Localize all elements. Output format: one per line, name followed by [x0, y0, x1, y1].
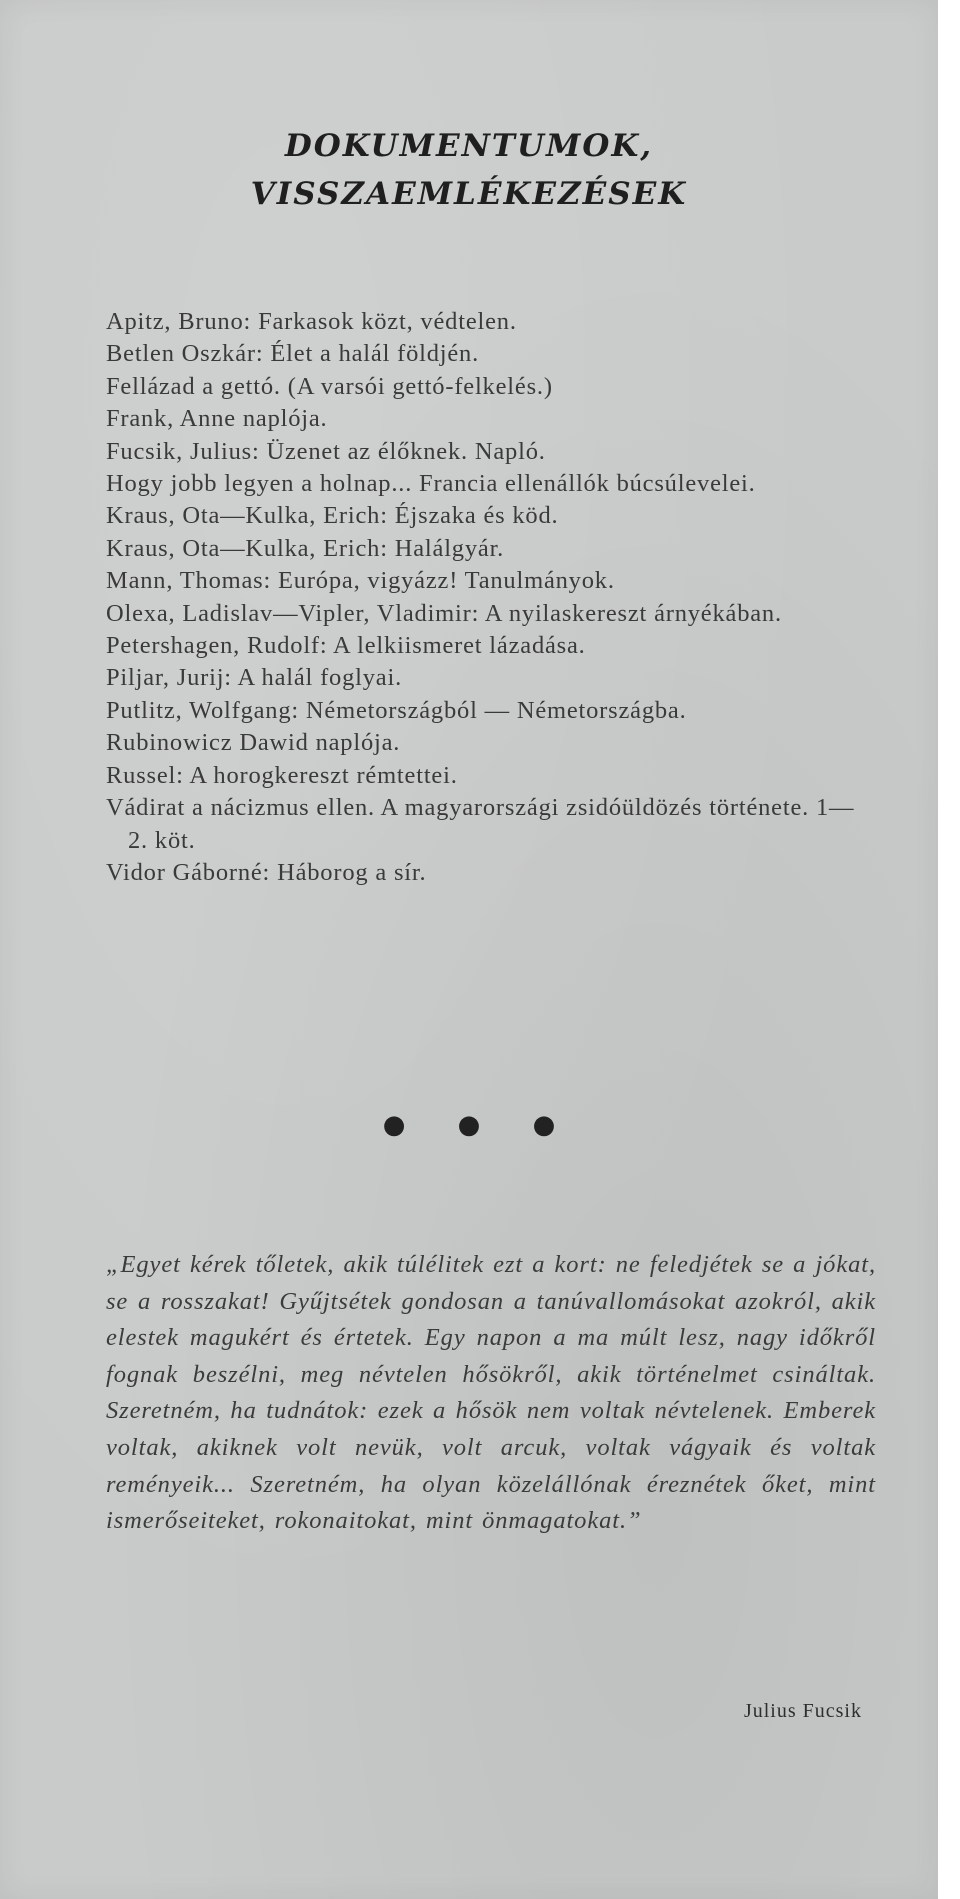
separator-dot-icon: ● [457, 1110, 481, 1140]
book-entry: Rubinowicz Dawid naplója. [106, 729, 401, 757]
quote-text: „Egyet kérek tőletek, akik túlélitek ezt a kort: ne feledjétek se a jókat, se a rosszakat! Gyűjtsétek gondosan a tanúvallomásokat azokról, akik elestek magukért és értetek. Egy napon a ma múlt lesz, nagy időkről fognak beszélni, meg névtelen hősökről, akik történelmet csináltak. Szeretném, ha tudnátok: ezek a hősök nem voltak névtelenek. Emberek voltak, akiknek volt nevük, volt arcuk, voltak vágyaik és voltak reményeik... Szeretném, ha olyan közelállónak éreznétek őket, mint ismerőseiteket, rokonaitokat, mint önmagatokat.” [106, 1251, 876, 1535]
book-entry: Putlitz, Wolfgang: Németországból — Németországba. [106, 696, 687, 724]
book-entry: Kraus, Ota—Kulka, Erich: Éjszaka és köd. [106, 502, 559, 530]
book-entry: Mann, Thomas: Európa, vigyázz! Tanulmányok. [106, 567, 615, 595]
book-entry: Fellázad a gettó. (A varsói gettó-felkelés.) [106, 372, 553, 400]
book-entry: Apitz, Bruno: Farkasok közt, védtelen. [106, 308, 517, 335]
book-entry: Vidor Gáborné: Háborog a sír. [106, 858, 427, 886]
book-entry: Russel: A horogkereszt rémtettei. [106, 761, 458, 789]
book-entry: Olexa, Ladislav—Vipler, Vladimir: A nyilaskereszt árnyékában. [106, 599, 782, 627]
book-list [106, 306, 866, 889]
section-title-line-1: DOKUMENTUMOK, [284, 128, 654, 164]
book-entry: Hogy jobb legyen a holnap... Francia ellenállók búcsúlevelei. [106, 470, 756, 498]
book-entry: Fucsik, Julius: Üzenet az élőknek. Napló. [106, 437, 546, 465]
book-entry: Frank, Anne naplója. [106, 405, 328, 433]
separator-dot-icon: ● [532, 1110, 556, 1140]
separator-dots [0, 1110, 938, 1140]
book-entry: Vádirat a nácizmus ellen. A magyarországi zsidóüldözés története. 1—2. köt. [106, 794, 855, 854]
book-entry: Betlen Oszkár: Élet a halál földjén. [106, 340, 480, 368]
quote-author: Julius Fucsik [743, 1700, 862, 1722]
book-entry: Petershagen, Rudolf: A lelkiismeret lázadása. [106, 632, 586, 660]
section-title-line-2: VISSZAEMLÉKEZÉSEK [250, 176, 688, 212]
book-entry: Kraus, Ota—Kulka, Erich: Halálgyár. [106, 534, 505, 562]
book-entry: Piljar, Jurij: A halál foglyai. [106, 664, 403, 692]
separator-dot-icon: ● [382, 1110, 406, 1140]
